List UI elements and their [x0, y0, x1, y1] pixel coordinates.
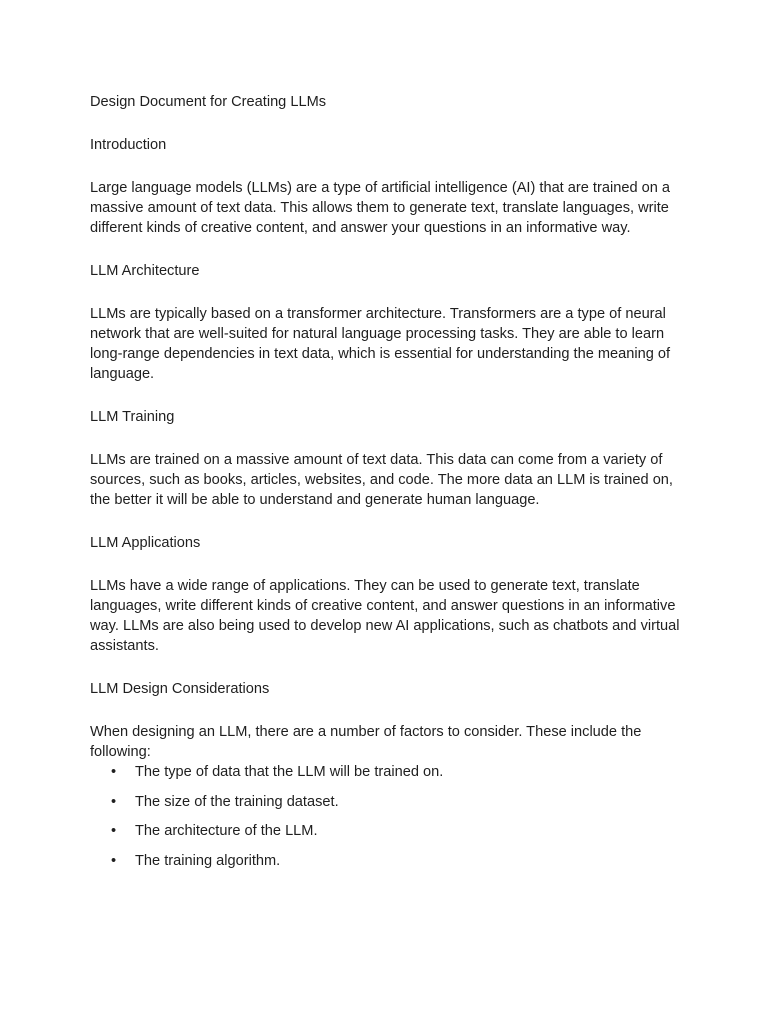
bullet-icon: •: [111, 764, 117, 780]
list-item: [90, 851, 680, 871]
section-body-applications: LLMs have a wide range of applications. They can be used to generate text, translate languages, write different kinds of creative content, and answer questions in an informative way. LLMs are also being used to develop new AI applications, such as chatbots and virtual assistants.: [90, 578, 680, 654]
document-page: [90, 92, 680, 880]
section-heading-design-considerations: LLM Design Considerations: [90, 681, 270, 697]
bullet-icon: •: [111, 852, 117, 869]
section-body-introduction: Large language models (LLMs) are a type of artificial intelligence (AI) that are trained on a massive amount of text data. This allows them to generate text, translate languages, write different kinds of creative content, and answer your questions in an informative way.: [90, 180, 671, 236]
section-body-architecture: LLMs are typically based on a transformer architecture. Transformers are a type of neural network that are well-suited for natural language processing tasks. They are able to learn long-range dependencies in text data, which is essential for understanding the meaning of language.: [90, 306, 671, 382]
list-item-text: The size of the training dataset.: [135, 793, 339, 810]
list-item: [90, 762, 680, 782]
section-body-training: LLMs are trained on a massive amount of text data. This data can come from a variety of sources, such as books, articles, websites, and code. The more data an LLM is trained on, the better it will be able to understand and generate human language.: [90, 452, 673, 508]
section-body-design-considerations: When designing an LLM, there are a number of factors to consider. These include the following:: [90, 724, 642, 760]
list-item-text: The training algorithm.: [135, 852, 281, 869]
section-heading-introduction: Introduction: [90, 137, 167, 153]
bullet-icon: •: [111, 823, 117, 839]
considerations-list: [90, 762, 680, 871]
section-heading-architecture: LLM Architecture: [90, 263, 200, 279]
bullet-icon: •: [111, 793, 117, 810]
section-heading-training: LLM Training: [90, 409, 175, 425]
list-item: [90, 792, 680, 812]
list-item: [90, 821, 680, 841]
list-item-text: The architecture of the LLM.: [135, 823, 318, 839]
document-title: Design Document for Creating LLMs: [90, 94, 327, 110]
list-item-text: The type of data that the LLM will be trained on.: [135, 764, 444, 780]
section-heading-applications: LLM Applications: [90, 535, 201, 551]
